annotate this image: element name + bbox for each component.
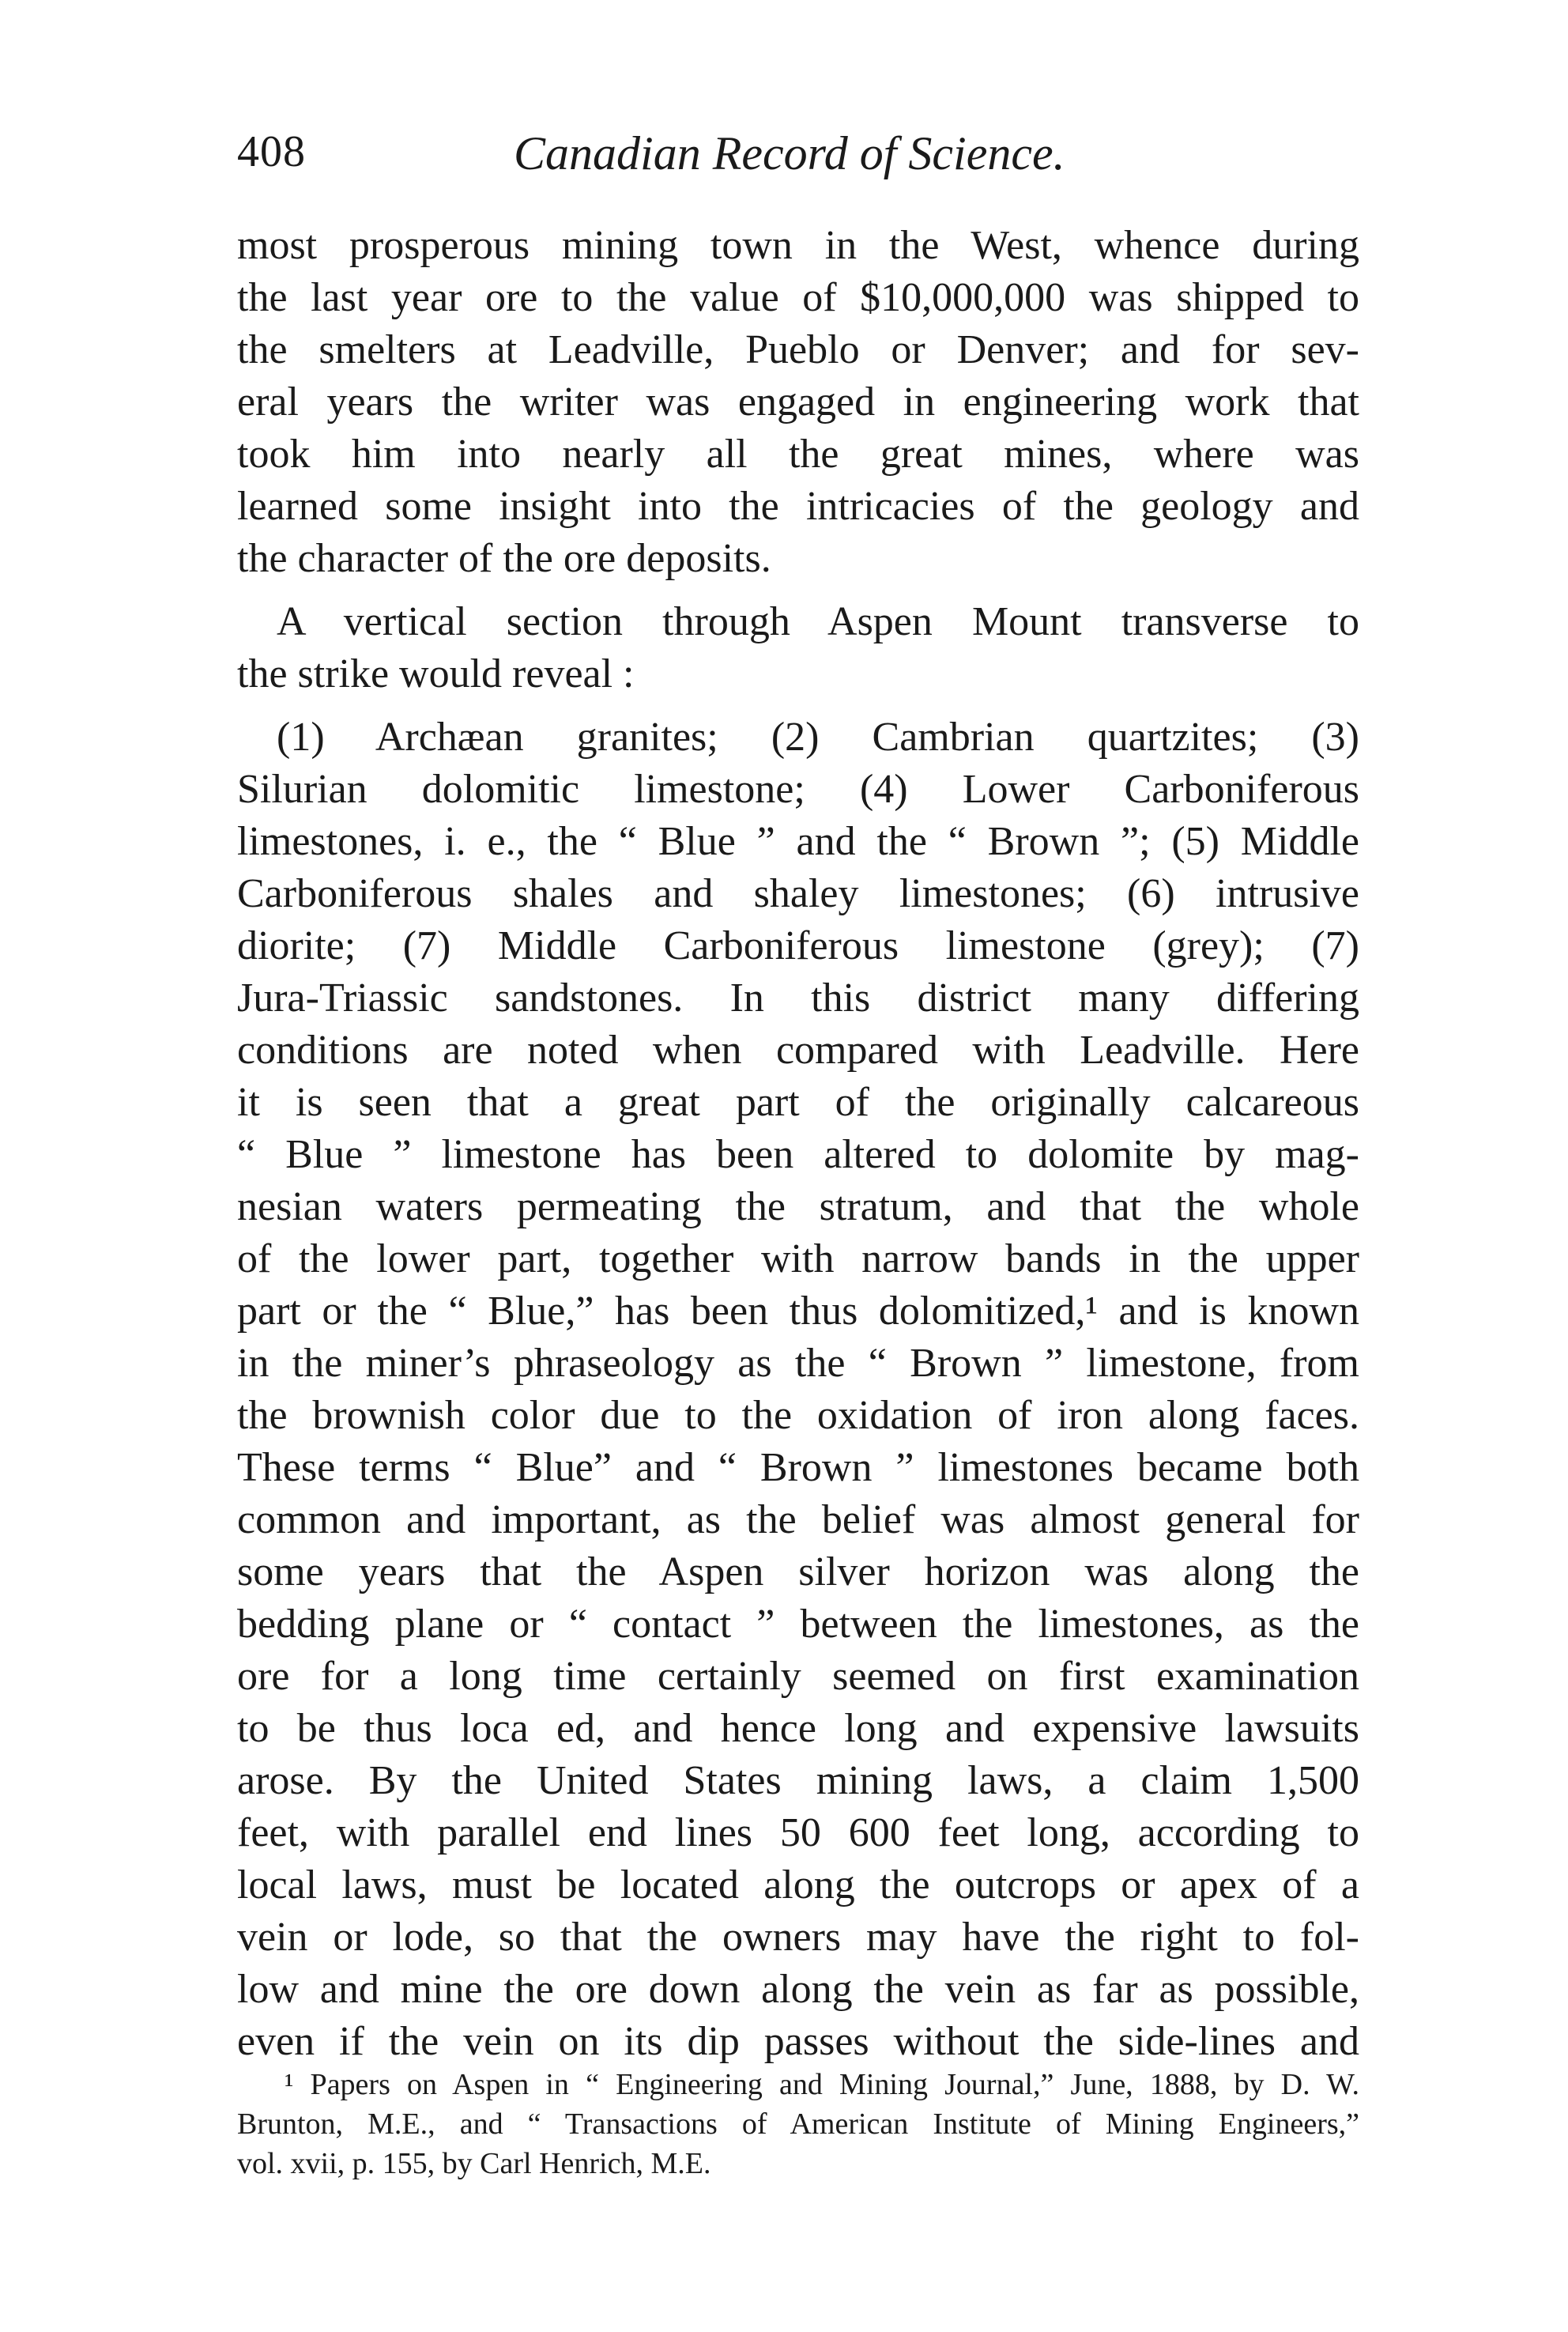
text-line: it is seen that a great part of the originally calcareous — [237, 1080, 1359, 1125]
running-title: Canadian Record of Science. — [514, 127, 1065, 179]
text-line: (1) Archæan granites; (2) Cambrian quartzites; (3) — [277, 715, 1359, 760]
page-header — [237, 126, 1359, 190]
text-line: nesian waters permeating the stratum, and that the whole — [237, 1184, 1359, 1229]
footnote-line: Brunton, M.E., and “ Transactions of American Institute of Mining Engineers,” — [237, 2107, 1359, 2141]
text-line: in the miner’s phraseology as the “ Brown ” limestone, from — [237, 1341, 1359, 1386]
paragraph — [237, 596, 1359, 700]
text-line: diorite; (7) Middle Carboniferous limestone (grey); (7) — [237, 923, 1359, 968]
text-line: of the lower part, together with narrow bands in the upper — [237, 1236, 1359, 1281]
page-number: 408 — [237, 127, 306, 176]
text-line: local laws, must be located along the outcrops or apex of a — [237, 1862, 1359, 1907]
text-line: the smelters at Leadville, Pueblo or Denver; and for sev- — [237, 327, 1359, 372]
text-line: conditions are noted when compared with Leadville. Here — [237, 1028, 1359, 1073]
text-line: the brownish color due to the oxidation of iron along faces. — [237, 1393, 1359, 1438]
text-line: “ Blue ” limestone has been altered to dolomite by mag- — [237, 1132, 1359, 1177]
text-line: the character of the ore deposits. — [237, 536, 771, 581]
paragraph — [237, 220, 1359, 585]
body-text — [237, 220, 1359, 2068]
text-line: low and mine the ore down along the vein as far as possible, — [237, 1967, 1359, 2012]
text-line: These terms “ Blue” and “ Brown ” limestones became both — [237, 1445, 1359, 1490]
text-line: vein or lode, so that the owners may have the right to fol- — [237, 1915, 1359, 1960]
text-line: part or the “ Blue,” has been thus dolomitized,¹ and is known — [237, 1289, 1359, 1334]
text-line: ore for a long time certainly seemed on first examination — [237, 1654, 1359, 1699]
text-line: Jura-Triassic sandstones. In this district many differing — [237, 975, 1359, 1021]
text-line: the strike would reveal : — [237, 651, 635, 696]
footnote-line: ¹ Papers on Aspen in “ Engineering and Mining Journal,” June, 1888, by D. W. — [285, 2068, 1359, 2101]
text-line: common and important, as the belief was almost general for — [237, 1497, 1359, 1542]
footnote — [237, 2065, 1359, 2183]
text-line: Carboniferous shales and shaley limestones; (6) intrusive — [237, 871, 1359, 916]
paragraph — [237, 711, 1359, 2068]
text-line: even if the vein on its dip passes without the side-lines and — [237, 2019, 1359, 2064]
text-line: eral years the writer was engaged in engineering work that — [237, 379, 1359, 425]
text-line: some years that the Aspen silver horizon was along the — [237, 1549, 1359, 1594]
text-line: most prosperous mining town in the West, whence during — [237, 223, 1359, 268]
text-line: Silurian dolomitic limestone; (4) Lower Carboniferous — [237, 767, 1359, 812]
text-line: feet, with parallel end lines 50 600 feet long, according to — [237, 1810, 1359, 1855]
text-line: A vertical section through Aspen Mount transverse to — [277, 599, 1359, 644]
text-line: arose. By the United States mining laws, a claim 1,500 — [237, 1758, 1359, 1803]
footnote-line: vol. xvii, p. 155, by Carl Henrich, M.E. — [237, 2147, 711, 2180]
text-line: limestones, i. e., the “ Blue ” and the “ Brown ”; (5) Middle — [237, 819, 1359, 864]
text-line: the last year ore to the value of $10,000,000 was shipped to — [237, 275, 1359, 320]
text-line: to be thus loca ed, and hence long and expensive lawsuits — [237, 1706, 1359, 1751]
text-line: learned some insight into the intricacies of the geology and — [237, 484, 1359, 529]
text-line: bedding plane or “ contact ” between the limestones, as the — [237, 1602, 1359, 1647]
text-line: took him into nearly all the great mines, where was — [237, 432, 1359, 477]
